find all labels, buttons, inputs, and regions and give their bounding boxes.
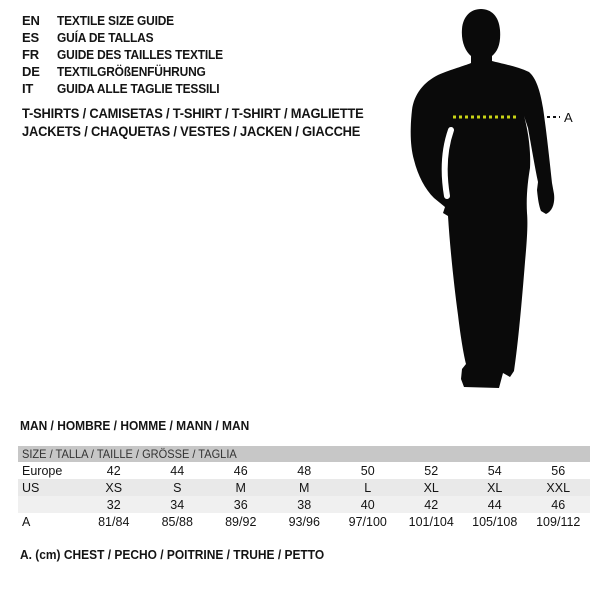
table-cell: M — [299, 480, 310, 495]
lang-row-fr — [22, 46, 237, 63]
table-cell: 42 — [106, 463, 121, 478]
table-cell: 85/88 — [161, 514, 193, 529]
table-cell: 52 — [424, 463, 439, 478]
table-cell: L — [364, 480, 372, 495]
row-label: Europe — [22, 463, 63, 478]
lang-code: EN — [22, 13, 40, 28]
table-row-us — [18, 479, 590, 496]
table-cell: XL — [487, 480, 503, 495]
table-cell: 97/100 — [348, 514, 387, 529]
table-cell: 81/84 — [98, 514, 130, 529]
row-label: A — [22, 514, 31, 529]
table-cell: 42 — [424, 497, 439, 512]
table-cell: 56 — [551, 463, 566, 478]
table-cell: S — [173, 480, 182, 495]
table-cell: 50 — [360, 463, 375, 478]
lang-row-it — [22, 80, 237, 97]
lang-label: TEXTILGRÖßENFÜHRUNG — [57, 64, 206, 79]
table-header-label: SIZE / TALLA / TAILLE / GRÖSSE / TAGLIA — [22, 447, 237, 461]
lang-label: GUIDE DES TAILLES TEXTILE — [57, 47, 223, 62]
table-header-row — [18, 446, 590, 462]
table-cell: 48 — [297, 463, 312, 478]
table-row-numeric — [18, 496, 590, 513]
table-cell: 101/104 — [408, 514, 454, 529]
lang-row-es — [22, 29, 237, 46]
table-row-chest-a — [18, 513, 590, 530]
table-cell: 40 — [360, 497, 375, 512]
lang-code: IT — [22, 81, 34, 96]
lang-label: GUIDA ALLE TAGLIE TESSILI — [57, 81, 220, 96]
category-lines — [22, 104, 393, 140]
table-cell: 44 — [170, 463, 185, 478]
size-figure — [400, 0, 600, 400]
man-body-shape — [411, 9, 555, 388]
table-cell: 36 — [233, 497, 248, 512]
table-cell: 38 — [297, 497, 312, 512]
table-cell: 32 — [106, 497, 121, 512]
measure-footnote: A. (cm) CHEST / PECHO / POITRINE / TRUHE / PETTO — [20, 547, 325, 562]
table-cell: 109/112 — [536, 514, 581, 529]
man-silhouette — [400, 0, 600, 400]
table-cell: 105/108 — [472, 514, 518, 529]
table-cell: 46 — [233, 463, 248, 478]
table-cell: XL — [423, 480, 439, 495]
category-tshirts: T-SHIRTS / CAMISETAS / T-SHIRT / T-SHIRT / MAGLIETTE — [22, 105, 364, 121]
table-cell: XXL — [546, 480, 571, 495]
table-cell: M — [235, 480, 246, 495]
table-cell: 93/96 — [288, 514, 320, 529]
table-cell: 44 — [487, 497, 502, 512]
section-title-man: MAN / HOMBRE / HOMME / MANN / MAN — [20, 418, 250, 433]
size-table — [18, 446, 590, 530]
lang-label: TEXTILE SIZE GUIDE — [57, 13, 174, 28]
category-jackets: JACKETS / CHAQUETAS / VESTES / JACKEN / GIACCHE — [22, 123, 361, 139]
table-cell: XS — [105, 480, 123, 495]
lang-row-en — [22, 12, 237, 29]
table-cell: 34 — [170, 497, 185, 512]
language-list — [22, 12, 237, 97]
lang-code: DE — [22, 64, 40, 79]
lang-label: GUÍA DE TALLAS — [57, 30, 154, 45]
measure-label: A — [564, 110, 573, 125]
table-cell: 46 — [551, 497, 566, 512]
row-label: US — [22, 480, 40, 495]
lang-row-de — [22, 63, 237, 80]
lang-code: ES — [22, 30, 39, 45]
lang-code: FR — [22, 47, 39, 62]
table-cell: 54 — [487, 463, 502, 478]
table-row-europe — [18, 462, 590, 479]
table-cell: 89/92 — [225, 514, 257, 529]
